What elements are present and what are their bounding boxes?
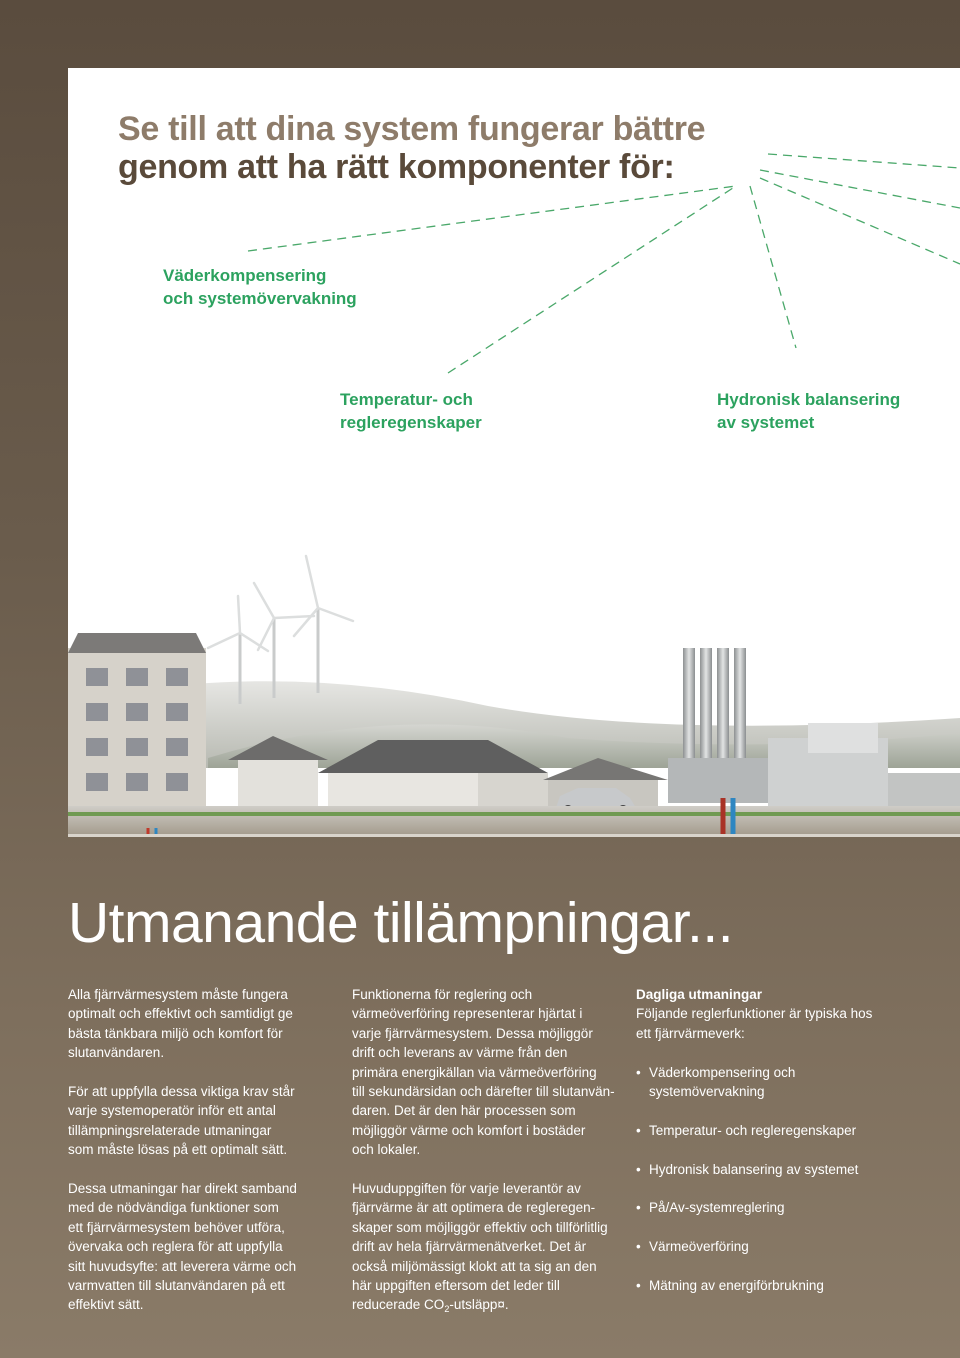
text-line: varmvatten till slutanvändaren på ett (68, 1278, 285, 1294)
daily-challenges-title: Dagliga utmaningar (636, 987, 763, 1002)
challenges-list (636, 1063, 926, 1296)
paragraph (352, 985, 622, 1160)
text-line: till sekundärsidan och därefter till slutanvän- (352, 1084, 615, 1100)
headline-line-1: Se till att dina system fungerar bättre (118, 110, 706, 148)
list-item-text: På/Av-systemreglering (649, 1200, 785, 1216)
text-column-2 (352, 985, 622, 1339)
text-line: övervaka och reglera för att uppfylla (68, 1239, 283, 1255)
text-line: också miljömässigt klokt att ta sig an den (352, 1258, 597, 1274)
illustration-panel (68, 68, 960, 836)
text-line: fjärrvärme är att optimera de regleregen- (352, 1200, 596, 1216)
bullet-icon: • (636, 1122, 641, 1138)
text-line: ett fjärrvärmeverk: (636, 1025, 745, 1041)
callout-line: Hydronisk balansering (717, 390, 901, 409)
list-item (636, 1121, 926, 1140)
text-line: slutanvändaren. (68, 1045, 165, 1061)
text-line: skaper som möjliggör effektiv och tillförlitlig (352, 1219, 608, 1235)
text-line: tillämpningsrelaterade utmaningar (68, 1122, 272, 1138)
paragraph (68, 1082, 338, 1160)
callout-line: Temperatur- och (340, 390, 473, 409)
text-line: Alla fjärrvärmesystem måste fungera (68, 987, 288, 1002)
list-item (636, 1237, 926, 1256)
text-line: optimalt och effektivt och samtidigt ge (68, 1006, 293, 1022)
list-item-text: Värmeöverföring (649, 1239, 749, 1255)
text-line: bästa tänkbara miljö och komfort för (68, 1025, 283, 1041)
list-item (636, 1063, 926, 1102)
text-line: Följande reglerfunktioner är typiska hos (636, 1006, 873, 1022)
list-item (636, 1198, 926, 1217)
paragraph (352, 1179, 622, 1320)
callout-line: av systemet (717, 413, 815, 432)
text-line: värmeöverföring representerar hjärtat i (352, 1006, 583, 1022)
list-item (636, 1160, 926, 1179)
text-line: drift och leverans av värme från den (352, 1045, 568, 1061)
bullet-icon: • (636, 1278, 641, 1293)
list-item-text: systemövervakning (649, 1084, 765, 1100)
text-line: här uppgiften eftersom det leder till (352, 1278, 560, 1294)
text-line: primära energikällan via värmeöverföring (352, 1064, 597, 1080)
callout-line: regleregenskaper (340, 413, 482, 432)
list-item-text: Mätning av energiförbrukning (649, 1278, 824, 1293)
text-line: Dessa utmaningar har direkt samband (68, 1181, 297, 1197)
text-line: varje fjärrvärmesystem. Dessa möjliggör (352, 1025, 593, 1041)
paragraph (68, 985, 338, 1063)
daily-challenges-intro (636, 985, 926, 1043)
bullet-icon: • (636, 1161, 641, 1177)
co2-subscript: 2 (444, 1304, 450, 1315)
callout-line: och systemövervakning (163, 289, 357, 308)
text-line: effektivt sätt. (68, 1297, 144, 1313)
text-line: Funktionerna för reglering och (352, 987, 533, 1002)
text-line: med de nödvändiga funktioner som (68, 1200, 279, 1216)
text-column-1 (68, 985, 338, 1334)
text-line: Huvuduppgiften för varje leverantör av (352, 1181, 581, 1197)
list-item-text: Hydronisk balansering av systemet (649, 1161, 859, 1177)
district-heating-scene-illustration (68, 468, 960, 836)
text-line: möjliggör värme och komfort i bostäder (352, 1122, 586, 1138)
diagram-headline (118, 110, 705, 186)
text-line: ett fjärrvärmesystem behöver utföra, (68, 1219, 285, 1235)
text-line: För att uppfylla dessa viktiga krav står (68, 1084, 295, 1100)
co2-prefix: reducerade CO (352, 1297, 445, 1313)
paragraph (68, 1179, 338, 1315)
text-line (352, 1295, 622, 1319)
co2-suffix: -utsläpp¤. (449, 1297, 509, 1313)
section-title: Utmanande tillämpningar... (68, 891, 734, 955)
callout-weather-compensation (163, 264, 357, 310)
text-line: daren. Det är den här processen som (352, 1103, 576, 1119)
bullet-icon: • (636, 1064, 641, 1080)
callout-hydronic-balancing (717, 388, 900, 434)
daily-challenges-column (636, 985, 926, 1315)
panel-bottom-border (68, 834, 960, 837)
bullet-icon: • (636, 1200, 641, 1216)
text-line: som måste lösas på ett optimalt sätt. (68, 1142, 288, 1158)
list-item (636, 1276, 926, 1295)
list-item-text: Väderkompensering och (649, 1064, 796, 1080)
callout-line: Väderkompensering (163, 266, 327, 285)
headline-line-2: genom att ha rätt komponenter för: (118, 148, 675, 186)
callout-temperature-control (340, 388, 482, 434)
text-line: varje systemoperatör inför ett antal (68, 1103, 276, 1119)
list-item-text: Temperatur- och regleregenskaper (649, 1122, 857, 1138)
text-line: drift av hela fjärrvärmenätverket. Det är (352, 1239, 587, 1255)
text-line: och lokaler. (352, 1142, 421, 1158)
text-line: sitt huvudsyfte: att leverera värme och (68, 1258, 297, 1274)
bullet-icon: • (636, 1239, 641, 1255)
